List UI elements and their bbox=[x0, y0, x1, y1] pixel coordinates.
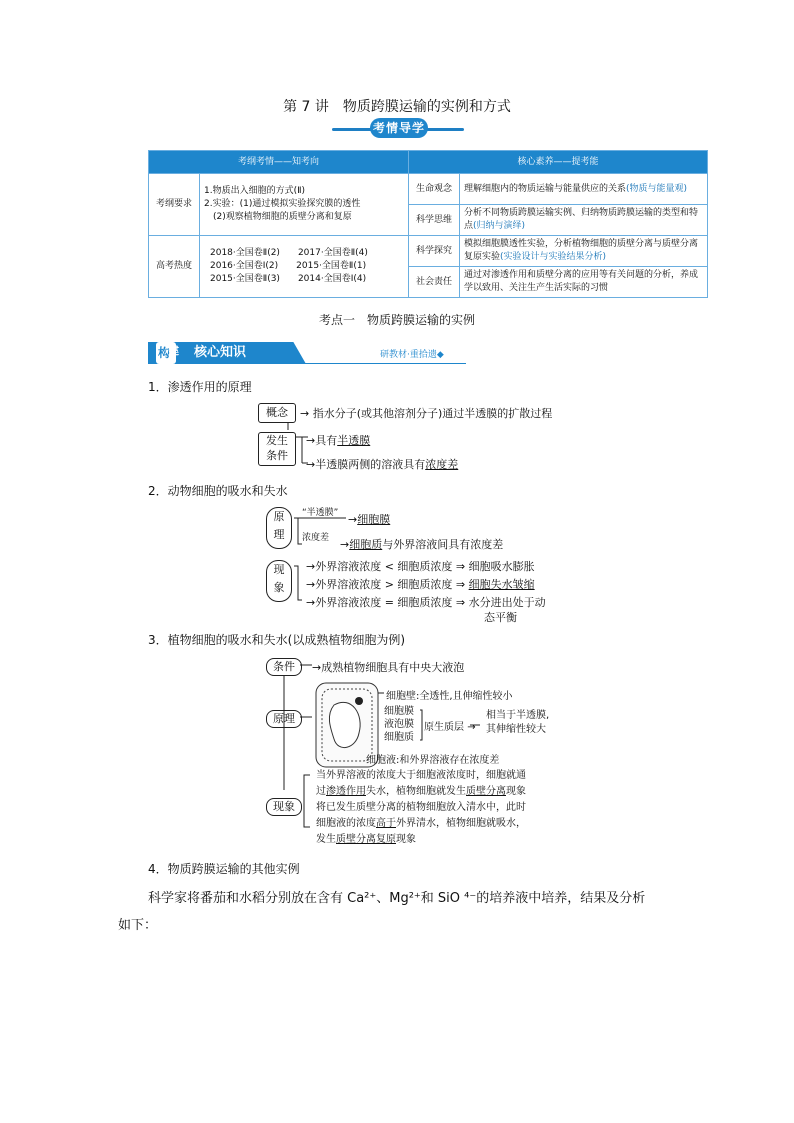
concept-text: 指水分子(或其他溶剂分子)通过半透膜的扩散过程 bbox=[312, 407, 553, 420]
section-label: 核心知识 bbox=[194, 345, 247, 360]
connector bbox=[294, 518, 302, 544]
arrow-icon: → bbox=[312, 661, 322, 674]
semi-underline: 细胞膜 bbox=[357, 513, 391, 526]
phen-underline: 渗透作用 bbox=[326, 786, 366, 797]
phen-seg: 现象 bbox=[396, 834, 416, 845]
phen-line bbox=[316, 784, 526, 800]
arrow-icon: → bbox=[348, 513, 358, 526]
phen-line bbox=[316, 832, 526, 848]
layer-text: 原生质层 bbox=[424, 722, 464, 733]
phen-line: 将已发生质壁分离的植物细胞放入清水中，此时 bbox=[316, 802, 526, 813]
lit-body: 通过对渗透作用和质壁分离的应用等有关问题的分析，养成学以致用、关注生产生活实际的习惯 bbox=[464, 270, 699, 293]
cond-text-body: 成熟植物细胞具有中央大液泡 bbox=[321, 661, 465, 674]
hot-cell bbox=[200, 236, 409, 298]
phen-row-3 bbox=[306, 594, 546, 610]
req-line: 2.实验：(1)通过模拟实验探究膜的透性 bbox=[204, 199, 361, 209]
arrow-icon: → bbox=[306, 434, 316, 447]
cond-oval: 条件 bbox=[266, 658, 302, 676]
connector bbox=[304, 775, 310, 827]
conc-rest: 与外界溶液间具有浓度差 bbox=[382, 538, 504, 551]
nucleus-shape bbox=[355, 697, 363, 705]
cond-text: 具有 bbox=[315, 434, 338, 447]
arrow-icon: → bbox=[306, 560, 316, 573]
phen-line bbox=[316, 816, 526, 832]
oval-char: 理 bbox=[273, 528, 285, 541]
lit-note: (归纳与演绎) bbox=[473, 221, 526, 231]
req-line: 1.物质出入细胞的方式(Ⅱ) bbox=[204, 186, 306, 196]
arrow-icon: → bbox=[340, 538, 350, 551]
phen-block bbox=[316, 768, 526, 848]
layer-part: 细胞质 bbox=[384, 732, 414, 743]
section-banner bbox=[148, 338, 468, 366]
conc-label: 浓度差 bbox=[302, 533, 330, 543]
arrow-icon: → bbox=[300, 407, 310, 420]
layer-part: 细胞膜 bbox=[384, 706, 414, 717]
phenomenon-oval: 现象 bbox=[266, 798, 302, 816]
phen-seg: 细胞液的浓度 bbox=[316, 818, 376, 829]
eq-line: 其伸缩性较大 bbox=[486, 724, 546, 735]
lit-label: 科学探究 bbox=[409, 236, 460, 267]
condition-box bbox=[258, 432, 296, 466]
semi-value bbox=[348, 511, 390, 527]
lit-label: 生命观念 bbox=[409, 174, 460, 205]
lit-text bbox=[460, 205, 708, 236]
lit-text bbox=[460, 267, 708, 298]
banner-line-left bbox=[332, 128, 372, 131]
heading-3: 3．植物细胞的吸水和失水(以成熟植物细胞为例) bbox=[148, 633, 405, 647]
exam-info-table bbox=[148, 150, 708, 298]
phen-line: 当外界溶液的浓度大于细胞液浓度时，细胞就通 bbox=[316, 770, 526, 781]
arrow-icon: → bbox=[306, 458, 316, 471]
phen-text: 外界溶液浓度 < 细胞质浓度 ⇒ 细胞吸水膨胀 bbox=[315, 560, 535, 573]
heading-2: 2．动物细胞的吸水和失水 bbox=[148, 484, 288, 498]
phen-seg: 现象 bbox=[506, 786, 526, 797]
page-title: 第 7 讲 物质跨膜运输的实例和方式 bbox=[283, 99, 511, 115]
cond-underline: 半透膜 bbox=[337, 434, 371, 447]
heading-4: 4．物质跨膜运输的其他实例 bbox=[148, 862, 300, 876]
phen-text: 外界溶液浓度 = 细胞质浓度 ⇒ 水分进出处于动 bbox=[315, 596, 546, 609]
lit-body: 模拟细胞膜透性实验，分析植物细胞的质壁分离与质壁分离复原实验 bbox=[464, 239, 699, 262]
section-underline bbox=[298, 363, 466, 364]
brace-line bbox=[420, 710, 422, 740]
cond-text: 半透膜两侧的溶液具有 bbox=[315, 458, 426, 471]
section-icon-char: 构 bbox=[158, 346, 171, 360]
sap-label: 细胞液:和外界溶液存在浓度差 bbox=[366, 755, 500, 766]
condition-line: 发生 bbox=[266, 434, 288, 447]
table-head-left: 考纲考情——知考向 bbox=[149, 151, 409, 174]
layer-part: 液泡膜 bbox=[384, 719, 414, 730]
oval-char: 现 bbox=[273, 563, 285, 576]
arrow-text-concept bbox=[300, 405, 552, 421]
hot-line: 2016·全国卷Ⅰ(2) 2015·全国卷Ⅱ(1) bbox=[210, 261, 367, 271]
paragraph-line: 科学家将番茄和水稻分别放在含有 Ca²⁺、Mg²⁺和 SiO ⁴⁻的培养液中培养，结果及分析 bbox=[148, 891, 646, 906]
oval-char: 象 bbox=[273, 581, 285, 594]
phen-underline: 质壁分离复原 bbox=[336, 834, 396, 845]
lit-label: 科学思维 bbox=[409, 205, 460, 236]
arrow-icon: → bbox=[467, 722, 476, 733]
subheading: 考点一 物质跨膜运输的实例 bbox=[318, 313, 475, 327]
phen-underline: 高于 bbox=[376, 818, 396, 829]
lit-text bbox=[460, 174, 708, 205]
semi-label: “半透膜” bbox=[302, 508, 339, 518]
heading-1: 1．渗透作用的原理 bbox=[148, 380, 252, 394]
paragraph-line: 如下： bbox=[118, 918, 158, 933]
eq-label bbox=[486, 709, 549, 737]
phen-underline: 细胞失水皱缩 bbox=[468, 578, 535, 591]
banner-label: 考情导学 bbox=[370, 118, 428, 138]
hot-line: 2015·全国卷Ⅱ(3) 2014·全国卷Ⅰ(4) bbox=[210, 274, 367, 284]
oval-char: 原 bbox=[273, 510, 285, 523]
cond-text bbox=[312, 659, 464, 675]
banner-line-right bbox=[424, 128, 464, 131]
conc-underline: 细胞质 bbox=[349, 538, 383, 551]
arrow-icon: → bbox=[306, 596, 316, 609]
layer-parts bbox=[384, 705, 414, 744]
phen-text-cont: 态平衡 bbox=[484, 611, 517, 624]
arrow-icon: → bbox=[306, 578, 316, 591]
lit-note: (物质与能量观) bbox=[626, 183, 688, 194]
section-right-label: 研教材·重拾遗◆ bbox=[380, 350, 444, 360]
layer-label bbox=[424, 718, 476, 733]
cond-item-1 bbox=[306, 432, 370, 448]
phen-row-2 bbox=[306, 576, 535, 592]
conc-text bbox=[340, 536, 503, 552]
phen-seg: 发生 bbox=[316, 834, 336, 845]
banner bbox=[332, 118, 464, 140]
wall-label: 细胞壁:全透性,且伸缩性较小 bbox=[386, 691, 513, 702]
phen-row-1 bbox=[306, 558, 535, 574]
cond-item-2 bbox=[306, 456, 458, 472]
phen-underline: 质壁分离 bbox=[466, 786, 506, 797]
lit-body: 理解细胞内的物质运输与能量供应的关系 bbox=[464, 183, 627, 194]
req-cell bbox=[200, 174, 409, 236]
table-head-right: 核心素养——提考能 bbox=[409, 151, 708, 174]
hot-line: 2018·全国卷Ⅱ(2) 2017·全国卷Ⅱ(4) bbox=[210, 248, 368, 258]
phen-seg: 失水，植物细胞就发生 bbox=[366, 786, 466, 797]
lit-note: (实验设计与实验结果分析) bbox=[500, 252, 607, 262]
connector bbox=[294, 566, 302, 600]
condition-line: 条件 bbox=[266, 449, 288, 462]
lit-body: 分析不同物质跨膜运输实例、归纳物质跨膜运输的类型和特点 bbox=[464, 208, 699, 231]
phenomenon-oval bbox=[266, 560, 292, 602]
cond-underline: 浓度差 bbox=[425, 458, 459, 471]
hot-label: 高考热度 bbox=[149, 236, 200, 298]
phen-text: 外界溶液浓度 > 细胞质浓度 ⇒ bbox=[315, 578, 469, 591]
req-label: 考纲要求 bbox=[149, 174, 200, 236]
lit-text bbox=[460, 236, 708, 267]
phen-seg: 过 bbox=[316, 786, 326, 797]
eq-line: 相当于半透膜, bbox=[486, 710, 550, 721]
req-line: (2)观察植物细胞的质壁分离和复原 bbox=[204, 212, 352, 222]
phen-seg: 外界清水，植物细胞就吸水， bbox=[396, 818, 526, 829]
lit-label: 社会责任 bbox=[409, 267, 460, 298]
concept-box: 概念 bbox=[258, 403, 296, 423]
principle-oval: 原理 bbox=[266, 710, 302, 728]
section-icon-char: 建 bbox=[168, 344, 179, 357]
